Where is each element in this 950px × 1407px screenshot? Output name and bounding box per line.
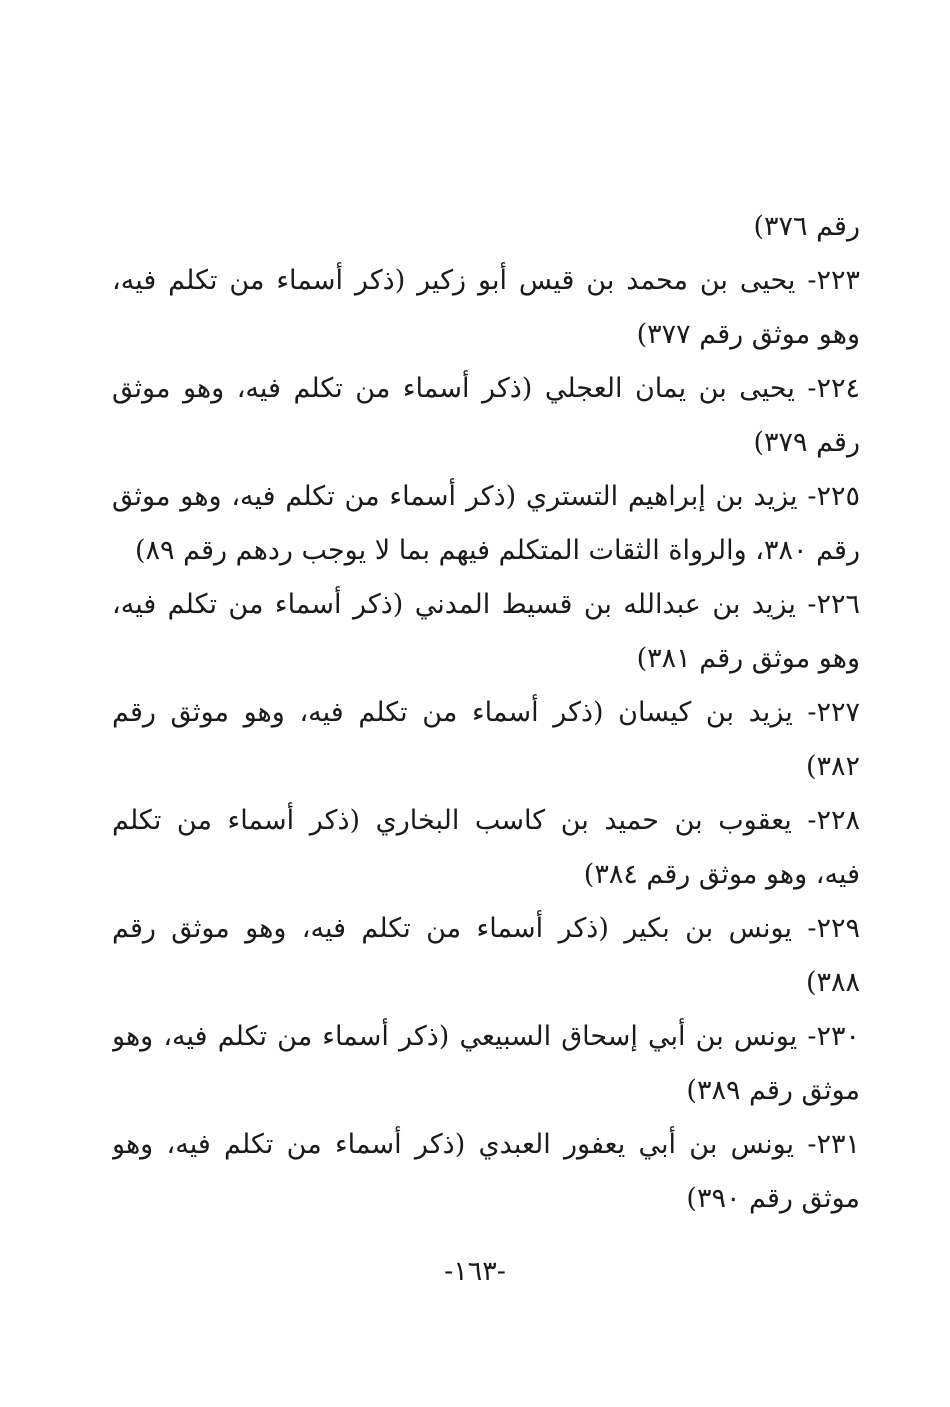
entry-line: ٢٢٣- يحيى بن محمد بن قيس أبو زكير (ذكر أسماء من تكلم فيه،	[112, 265, 860, 296]
entry-231	[112, 1118, 860, 1226]
entry-line: وهو موثق رقم ٣٨١)	[636, 643, 860, 674]
entry-line: ٢٢٦- يزيد بن عبدالله بن قسيط المدني (ذكر أسماء من تكلم فيه،	[112, 589, 860, 620]
entry-line: رقم ٣٨٠، والرواة الثقات المتكلم فيهم بما لا يوجب ردهم رقم ٨٩)	[134, 535, 860, 566]
entry-line: فيه، وهو موثق رقم ٣٨٤)	[583, 859, 860, 890]
entry-line: ٢٢٧- يزيد بن كيسان (ذكر أسماء من تكلم فيه، وهو موثق رقم	[112, 697, 860, 728]
entry-225	[112, 470, 860, 578]
entry-line: ٢٣٠- يونس بن أبي إسحاق السبيعي (ذكر أسماء من تكلم فيه، وهو	[112, 1021, 860, 1052]
entry-line: ٢٢٨- يعقوب بن حميد بن كاسب البخاري (ذكر أسماء من تكلم	[112, 805, 860, 836]
entry-line: وهو موثق رقم ٣٧٧)	[636, 319, 860, 350]
entry-line: ٢٢٥- يزيد بن إبراهيم التستري (ذكر أسماء من تكلم فيه، وهو موثق	[112, 481, 860, 512]
entry-230	[112, 1010, 860, 1118]
entry-223	[112, 254, 860, 362]
entry-line: ٢٢٤- يحيى بن يمان العجلي (ذكر أسماء من تكلم فيه، وهو موثق	[112, 373, 860, 404]
entry-line: موثق رقم ٣٩٠)	[686, 1183, 860, 1214]
entry-224	[112, 362, 860, 470]
entry-228	[112, 794, 860, 902]
page-body	[112, 200, 860, 1226]
entry-line: ٢٢٩- يونس بن بكير (ذكر أسماء من تكلم فيه، وهو موثق رقم	[112, 913, 860, 944]
entry-227	[112, 686, 860, 794]
entry-line: موثق رقم ٣٨٩)	[686, 1075, 860, 1106]
page-number: -١٦٣-	[444, 1256, 506, 1287]
entry-line: ٣٨٨)	[805, 967, 860, 998]
entry-229	[112, 902, 860, 1010]
continuation-line: رقم ٣٧٦)	[753, 211, 860, 242]
entry-line: ٣٨٢)	[805, 751, 860, 782]
entry-226	[112, 578, 860, 686]
entry-line: ٢٣١- يونس بن أبي يعفور العبدي (ذكر أسماء من تكلم فيه، وهو	[112, 1129, 860, 1160]
entry-line: رقم ٣٧٩)	[753, 427, 860, 458]
